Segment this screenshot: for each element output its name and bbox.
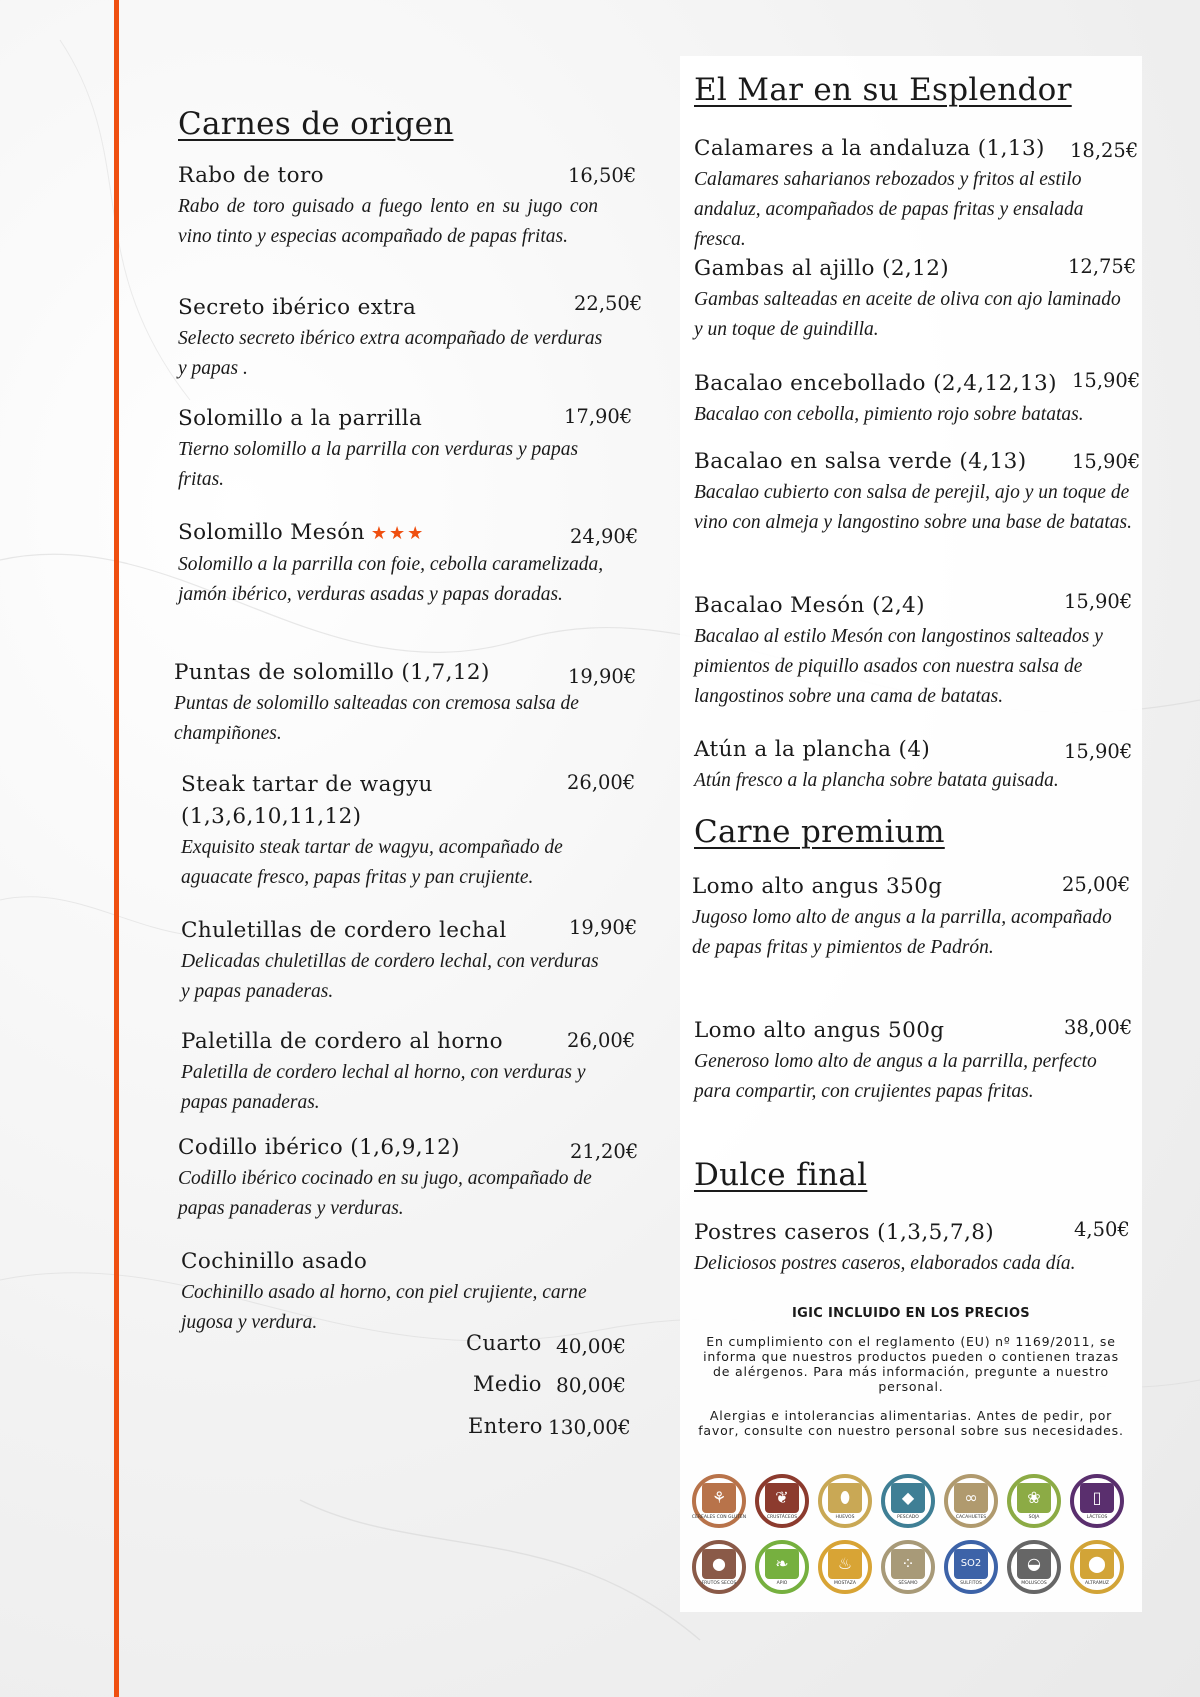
right-panel [680, 56, 1142, 1612]
item-price: 15,90€ [1072, 369, 1141, 392]
item-price: 15,90€ [1064, 740, 1133, 763]
menu-item-bacalao-meson [694, 590, 1138, 712]
item-price: 25,00€ [1062, 873, 1131, 896]
item-name: Atún a la plancha (4) [694, 737, 931, 762]
item-description: Puntas de solomillo salteadas con cremosa salsa de champiñones. [174, 693, 579, 744]
item-description: Rabo de toro guisado a fuego lento en su jugo con vino tinto y especias acompañado de papas fritas. [178, 196, 598, 247]
menu-item-rabo-de-toro [178, 160, 637, 252]
milk-icon: ▯ LÁCTEOS [1070, 1474, 1124, 1528]
item-price: 12,75€ [1068, 255, 1137, 278]
item-price: 26,00€ [567, 1029, 636, 1052]
item-description: Bacalao con cebolla, pimiento rojo sobre batatas. [694, 404, 1084, 425]
menu-item-postres [694, 1217, 1134, 1279]
item-price: 18,25€ [1070, 139, 1139, 162]
portion-price: 40,00€ [556, 1334, 626, 1358]
menu-item-lomo-350 [692, 871, 1132, 963]
item-price: 26,00€ [567, 771, 636, 794]
item-description: Calamares saharianos rebozados y fritos al estilo andaluz, acompañados de papas fritas y ensalada fresca. [694, 169, 1084, 250]
portion-price: 130,00€ [548, 1415, 631, 1439]
item-description: Bacalao cubierto con salsa de perejil, ajo y un toque de vino con almeja y langostino sobre una base de batatas. [694, 482, 1132, 533]
item-price: 22,50€ [574, 292, 643, 315]
menu-item-lomo-500 [694, 1015, 1133, 1107]
item-description: Deliciosos postres caseros, elaborados cada día. [694, 1253, 1076, 1274]
item-description: Bacalao al estilo Mesón con langostinos salteados y pimientos de piquillo asados con nuestra salsa de langostinos sobre una cama de batatas. [694, 626, 1103, 707]
item-description: Exquisito steak tartar de wagyu, acompañado de aguacate fresco, papas fritas y pan crujiente. [181, 837, 563, 888]
item-name: Puntas de solomillo (1,7,12) [174, 660, 490, 685]
menu-item-solomillo-parrilla [178, 403, 633, 495]
item-name: Solomillo a la parrilla [178, 406, 423, 431]
item-name: Secreto ibérico extra [178, 295, 417, 320]
heading-carne-premium: Carne premium [694, 814, 945, 850]
menu-item-cochinillo [181, 1246, 611, 1338]
item-price: 15,90€ [1072, 450, 1141, 473]
heading-carnes-de-origen: Carnes de origen [178, 106, 454, 142]
heading-el-mar: El Mar en su Esplendor [694, 72, 1072, 108]
lupin-icon: ⬤ ALTRAMUZ [1070, 1540, 1124, 1594]
celery-icon: ❧ APIO [755, 1540, 809, 1594]
item-name: Solomillo Mesón ★★★ [178, 520, 426, 545]
item-name: Gambas al ajillo (2,12) [694, 256, 950, 281]
item-name: Paletilla de cordero al horno [181, 1029, 503, 1054]
item-description: Atún fresco a la plancha sobre batata guisada. [694, 770, 1059, 791]
allergen-icons-row-2 [692, 1540, 1124, 1594]
item-name: Rabo de toro [178, 163, 324, 188]
portion-label: Cuarto [466, 1331, 542, 1355]
item-name: Bacalao Mesón (2,4) [694, 593, 925, 618]
sesame-icon: ⁘ SÉSAMO [881, 1540, 935, 1594]
shrimp-icon: ❦ CRUSTÁCEOS [755, 1474, 809, 1528]
item-price: 19,90€ [568, 665, 637, 688]
menu-item-solomillo-meson [178, 517, 639, 610]
menu-item-chuletillas [181, 915, 638, 1007]
menu-item-gambas [694, 253, 1137, 345]
allergen-regulation-notice: En cumplimiento con el reglamento (EU) nº 1169/2011, se informa que nuestros productos pueden o contienen trazas de alérgenos. Para más información, pregunte a nuestro personal. [703, 1334, 1119, 1394]
heading-dulce-final: Dulce final [694, 1157, 868, 1193]
sulphite-icon: SO2 SULFITOS [944, 1540, 998, 1594]
item-name: Steak tartar de wagyu (1,3,6,10,11,12) [181, 772, 433, 829]
mustard-icon: ♨ MOSTAZA [818, 1540, 872, 1594]
item-price: 19,90€ [569, 916, 638, 939]
menu-item-paletilla [181, 1026, 636, 1118]
item-name: Lomo alto angus 350g [692, 874, 943, 899]
item-price: 4,50€ [1074, 1218, 1130, 1241]
soy-icon: ❀ SOJA [1007, 1474, 1061, 1528]
item-price: 38,00€ [1064, 1016, 1133, 1039]
portion-label: Medio [473, 1372, 542, 1396]
peanut-icon: ∞ CACAHUETES [944, 1474, 998, 1528]
item-name: Cochinillo asado [181, 1249, 368, 1274]
egg-icon: ⬮ HUEVOS [818, 1474, 872, 1528]
item-description: Delicadas chuletillas de cordero lechal, con verduras y papas panaderas. [181, 951, 599, 1002]
menu-item-secreto-iberico [178, 292, 643, 384]
item-price: 21,20€ [570, 1140, 639, 1163]
item-name: Lomo alto angus 500g [694, 1018, 945, 1043]
item-name: Bacalao encebollado (2,4,12,13) [694, 371, 1057, 396]
menu-item-calamares [694, 133, 1139, 255]
item-name: Bacalao en salsa verde (4,13) [694, 449, 1027, 474]
item-description: Solomillo a la parrilla con foie, cebolla caramelizada, jamón ibérico, verduras asadas y papas doradas. [178, 554, 604, 605]
nut-icon: ● FRUTOS SECOS [692, 1540, 746, 1594]
item-name: Codillo ibérico (1,6,9,12) [178, 1135, 460, 1160]
fish-icon: ◆ PESCADO [881, 1474, 935, 1528]
item-price: 17,90€ [564, 405, 633, 428]
item-price: 15,90€ [1064, 590, 1133, 613]
item-description: Selecto secreto ibérico extra acompañado de verduras y papas . [178, 328, 603, 379]
item-description: Jugoso lomo alto de angus a la parrilla, acompañado de papas fritas y pimientos de Padrón. [692, 907, 1112, 958]
allergy-intolerance-notice: Alergias e intolerancias alimentarias. Antes de pedir, por favor, consulte con nuestro personal sobre sus necesidades. [698, 1408, 1124, 1438]
item-description: Cochinillo asado al horno, con piel crujiente, carne jugosa y verdura. [181, 1282, 587, 1333]
item-description: Paletilla de cordero lechal al horno, con verduras y papas panaderas. [181, 1062, 586, 1113]
menu-item-atun [694, 734, 1134, 796]
portion-label: Entero [468, 1414, 543, 1438]
item-name: Chuletillas de cordero lechal [181, 918, 507, 943]
allergen-icons-row-1 [692, 1474, 1124, 1528]
left-column [174, 0, 643, 1697]
item-description: Generoso lomo alto de angus a la parrilla, perfecto para compartir, con crujientes papas fritas. [694, 1051, 1097, 1102]
item-description: Codillo ibérico cocinado en su jugo, acompañado de papas panaderas y verduras. [178, 1168, 592, 1219]
portion-price: 80,00€ [556, 1373, 626, 1397]
item-description: Tierno solomillo a la parrilla con verduras y papas fritas. [178, 439, 579, 490]
item-name: Postres caseros (1,3,5,7,8) [694, 1220, 995, 1245]
menu-item-puntas-solomillo [174, 657, 637, 749]
item-name: Calamares a la andaluza (1,13) [694, 136, 1045, 161]
accent-vertical-line [114, 0, 119, 1697]
wheat-icon: ⚘ CEREALES CON GLUTEN [692, 1474, 746, 1528]
menu-item-steak-tartar [181, 769, 636, 893]
menu-item-bacalao-encebollado [694, 368, 1140, 430]
mollusc-icon: ◒ MOLUSCOS [1007, 1540, 1061, 1594]
igic-notice: IGIC INCLUIDO EN LOS PRECIOS [792, 1306, 1030, 1321]
item-description: Gambas salteadas en aceite de oliva con ajo laminado y un toque de guindilla. [694, 289, 1121, 340]
menu-item-codillo [178, 1132, 639, 1224]
item-price: 16,50€ [568, 164, 637, 187]
item-price: 24,90€ [570, 525, 639, 548]
menu-item-bacalao-salsa-verde [694, 446, 1141, 538]
star-rating-icon: ★★★ [370, 523, 426, 544]
